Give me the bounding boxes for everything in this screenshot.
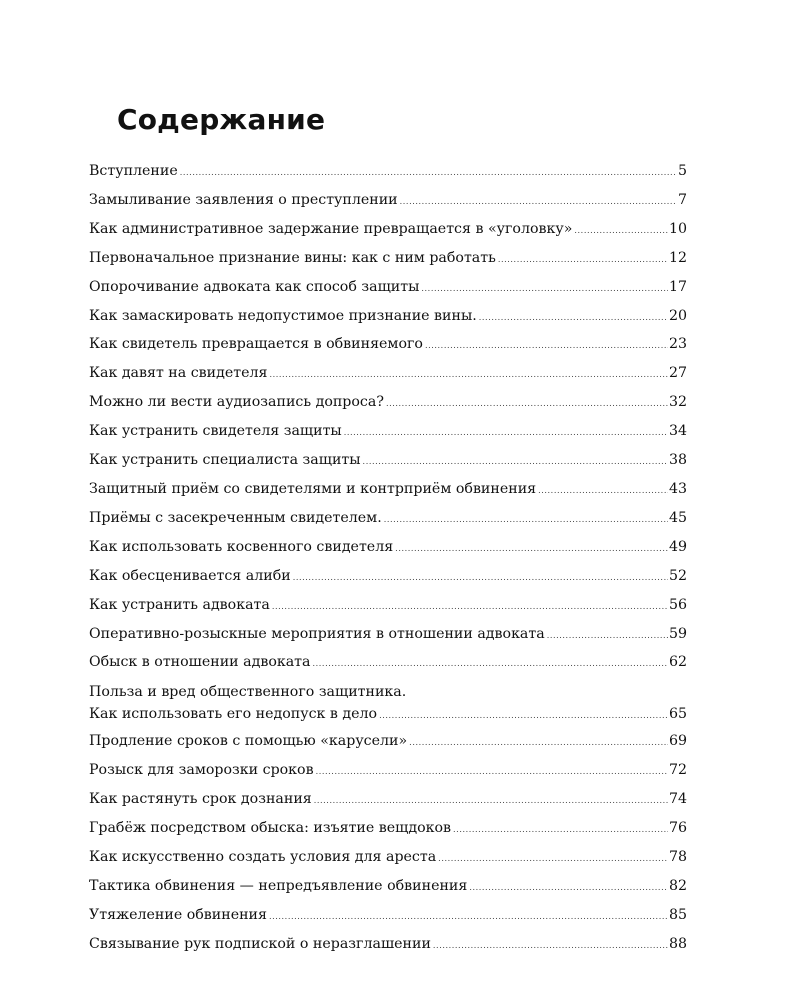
toc-entry-title: Как устранить свидетеля защиты xyxy=(89,423,342,440)
toc-entry xyxy=(89,534,687,563)
toc-entry-title: Можно ли вести аудиозапись допроса? xyxy=(89,394,384,411)
dot-leader xyxy=(421,276,668,303)
toc-entry-line xyxy=(89,245,687,274)
toc-entry xyxy=(89,505,687,534)
dot-leader xyxy=(438,846,668,873)
dot-leader xyxy=(453,817,668,844)
toc-page-number: 82 xyxy=(668,877,687,894)
toc-page-number: 20 xyxy=(668,307,687,324)
toc-entry-title: Приёмы с засекреченным свидетелем. xyxy=(89,509,382,526)
toc-entry-title: Как растянуть срок дознания xyxy=(89,791,312,808)
toc-entry xyxy=(89,331,687,360)
toc-entry-title: Как административное задержание превращается в «уголовку» xyxy=(89,220,573,237)
toc-entry-line xyxy=(89,505,687,534)
toc-page-number: 34 xyxy=(668,423,687,440)
toc-entry-line xyxy=(89,592,687,621)
dot-leader xyxy=(269,362,667,389)
dot-leader xyxy=(269,904,668,931)
dot-leader xyxy=(386,391,668,418)
toc-entry-title: Опорочивание адвоката как способ защиты xyxy=(89,278,420,295)
toc-entry-line xyxy=(89,331,687,360)
toc-entry xyxy=(89,158,687,187)
toc-entry-line xyxy=(89,815,687,844)
dot-leader xyxy=(293,565,668,592)
toc-entry-line xyxy=(89,649,687,678)
toc-page-number: 59 xyxy=(668,625,687,642)
toc-entry xyxy=(89,592,687,621)
toc-entry xyxy=(89,873,687,902)
toc-entry-line xyxy=(89,786,687,815)
toc-page-number: 69 xyxy=(668,733,687,750)
dot-leader xyxy=(479,305,668,332)
toc-entry xyxy=(89,931,687,960)
toc-entry-line xyxy=(89,702,687,728)
toc-entry-title: Как давят на свидетеля xyxy=(89,365,268,382)
toc-page-number: 65 xyxy=(668,706,687,723)
toc-entry-title: Утяжеление обвинения xyxy=(89,906,267,923)
toc-entry-line xyxy=(89,621,687,650)
toc-page-number: 72 xyxy=(668,762,687,779)
toc-page-number: 10 xyxy=(668,220,687,237)
toc-entry-title: Как обесценивается алиби xyxy=(89,567,291,584)
dot-leader xyxy=(344,420,668,447)
toc-entry xyxy=(89,563,687,592)
toc-entry-line xyxy=(89,447,687,476)
toc-entry-title: Продление сроков с помощью «карусели» xyxy=(89,733,408,750)
toc-entry xyxy=(89,360,687,389)
toc-page-number: 45 xyxy=(668,509,687,526)
toc-entry-line xyxy=(89,931,687,960)
toc-entry-title: Как использовать косвенного свидетеля xyxy=(89,538,394,555)
toc-entry xyxy=(89,815,687,844)
toc-entry-line xyxy=(89,274,687,303)
toc-entry-line xyxy=(89,418,687,447)
toc-page-number: 52 xyxy=(668,567,687,584)
toc-entry-line xyxy=(89,902,687,931)
toc-entry-line xyxy=(89,728,687,757)
toc-page-number: 78 xyxy=(668,848,687,865)
toc-entry-line xyxy=(89,844,687,873)
toc-page-number: 27 xyxy=(668,365,687,382)
dot-leader xyxy=(547,623,668,650)
dot-leader xyxy=(469,875,668,902)
dot-leader xyxy=(314,788,668,815)
toc-entry xyxy=(89,245,687,274)
toc-entry-title: Первоначальное признание вины: как с ним работать xyxy=(89,249,496,266)
toc-page-number: 32 xyxy=(668,394,687,411)
toc-entry xyxy=(89,682,687,728)
toc-entry-title: Грабёж посредством обыска: изъятие вещдоков xyxy=(89,820,452,837)
toc-page-number: 56 xyxy=(668,596,687,613)
toc-entry-line xyxy=(89,360,687,389)
toc-entry-title: Как устранить адвоката xyxy=(89,596,270,613)
toc-entry-line xyxy=(89,476,687,505)
toc-entry-line xyxy=(89,158,687,187)
toc-entry-line xyxy=(89,534,687,563)
toc-entry-line xyxy=(89,873,687,902)
toc-entry xyxy=(89,389,687,418)
toc-page-number: 49 xyxy=(668,538,687,555)
toc-entry-line xyxy=(89,216,687,245)
toc-entry xyxy=(89,902,687,931)
toc-entry xyxy=(89,447,687,476)
dot-leader xyxy=(316,759,668,786)
toc-entry-line xyxy=(89,757,687,786)
dot-leader xyxy=(395,536,668,563)
toc-page-number: 5 xyxy=(677,163,687,179)
toc-entry xyxy=(89,786,687,815)
dot-leader xyxy=(433,933,668,960)
dot-leader xyxy=(363,449,668,476)
dot-leader xyxy=(400,189,677,216)
toc-entry xyxy=(89,844,687,873)
toc-entry xyxy=(89,274,687,303)
toc-entry-title: Замыливание заявления о преступлении xyxy=(89,191,398,208)
toc-entry xyxy=(89,216,687,245)
toc-entry xyxy=(89,303,687,332)
toc-page-number: 43 xyxy=(668,480,687,497)
toc-list xyxy=(89,158,687,960)
toc-entry xyxy=(89,476,687,505)
page-title: Содержание xyxy=(117,103,326,136)
toc-page-number: 23 xyxy=(668,336,687,353)
toc-page-number: 7 xyxy=(677,191,687,208)
toc-entry-title: Как устранить специалиста защиты xyxy=(89,452,361,469)
dot-leader xyxy=(409,730,668,757)
dot-leader xyxy=(574,218,668,245)
toc-page-number: 85 xyxy=(668,906,687,923)
toc-entry-title: Как свидетель превращается в обвиняемого xyxy=(89,336,423,353)
toc-entry xyxy=(89,621,687,650)
toc-page-number: 17 xyxy=(668,278,687,295)
dot-leader xyxy=(272,594,668,621)
toc-entry-line xyxy=(89,303,687,332)
toc-page-number: 62 xyxy=(668,654,687,671)
toc-entry-title: Тактика обвинения — непредъявление обвинения xyxy=(89,877,468,894)
toc-entry-line xyxy=(89,389,687,418)
toc-entry-line xyxy=(89,187,687,216)
toc-page-number: 74 xyxy=(668,791,687,808)
toc-entry-title: Защитный приём со свидетелями и контрприём обвинения xyxy=(89,480,537,497)
dot-leader xyxy=(313,651,668,678)
toc-entry-title: Оперативно-розыскные мероприятия в отношении адвоката xyxy=(89,625,545,642)
toc-entry-title: Обыск в отношении адвоката xyxy=(89,654,311,671)
toc-page-number: 88 xyxy=(668,935,687,952)
toc-entry-title: Как искусственно создать условия для ареста xyxy=(89,848,437,865)
toc-entry xyxy=(89,649,687,678)
toc-entry-title: Связывание рук подпиской о неразглашении xyxy=(89,935,431,952)
toc-entry-title: Розыск для заморозки сроков xyxy=(89,762,314,779)
toc-entry-title: Вступление xyxy=(89,163,178,179)
toc-entry xyxy=(89,187,687,216)
toc-entry xyxy=(89,757,687,786)
toc-entry xyxy=(89,418,687,447)
toc-page-number: 38 xyxy=(668,452,687,469)
toc-page-number: 76 xyxy=(668,820,687,837)
toc-entry xyxy=(89,728,687,757)
dot-leader xyxy=(379,704,668,728)
dot-leader xyxy=(384,507,668,534)
dot-leader xyxy=(498,247,668,274)
toc-entry-title-line: Польза и вред общественного защитника. xyxy=(89,684,407,701)
dot-leader xyxy=(180,160,677,187)
dot-leader xyxy=(425,333,668,360)
toc-page-number: 12 xyxy=(668,249,687,266)
toc-entry-line xyxy=(89,563,687,592)
toc-entry-title: Как использовать его недопуск в дело xyxy=(89,706,378,723)
toc-entry-title: Как замаскировать недопустимое признание вины. xyxy=(89,307,477,324)
dot-leader xyxy=(538,478,668,505)
